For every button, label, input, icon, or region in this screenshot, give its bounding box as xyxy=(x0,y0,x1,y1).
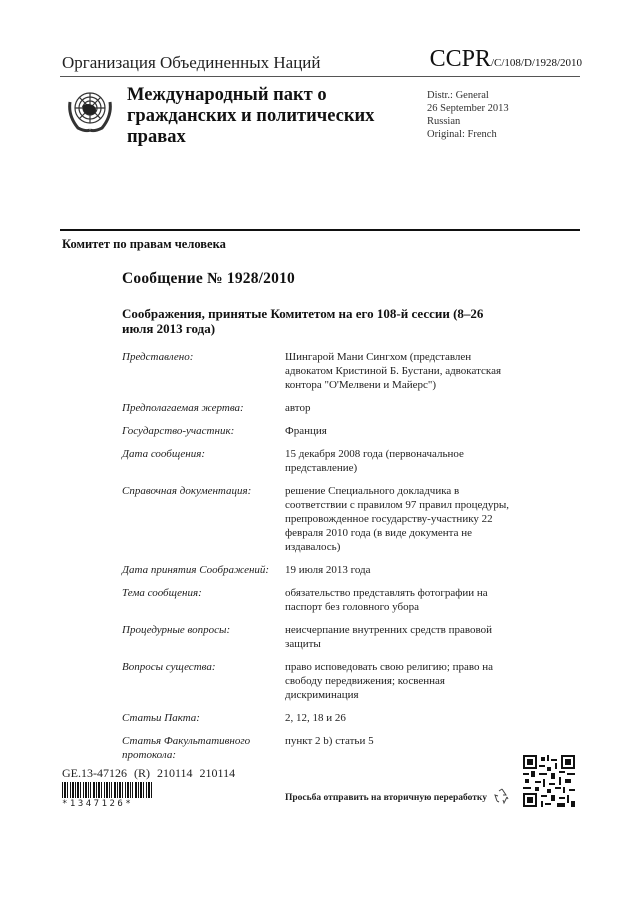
document-title: Международный пакт о гражданских и политических правах xyxy=(127,85,375,147)
detail-label: Статья Факультативного протокола: xyxy=(122,735,251,761)
details-table xyxy=(122,350,522,771)
detail-row xyxy=(122,711,522,725)
distr-original: Original: French xyxy=(427,129,497,140)
distr-type: Distr.: General xyxy=(427,90,489,101)
detail-row xyxy=(122,447,522,475)
detail-value: неисчерпание внутренних средств правовой защиты xyxy=(285,624,492,650)
detail-label: Тема сообщения: xyxy=(122,587,202,599)
barcode-number: *1347126* xyxy=(62,799,134,809)
barcode-icon xyxy=(62,782,152,798)
detail-value: 2, 12, 18 и 26 xyxy=(285,712,346,724)
views-title: Соображения, принятые Комитетом на его 108-й сессии (8–26 июля 2013 года) xyxy=(122,306,484,336)
detail-value: право исповедовать свою религию; право на свободу передвижения; косвенная дискриминация xyxy=(285,661,494,701)
symbol-suffix: /C/108/D/1928/2010 xyxy=(490,57,582,69)
distr-language: Russian xyxy=(427,116,461,127)
detail-label: Дата сообщения: xyxy=(122,448,206,460)
detail-row xyxy=(122,623,522,651)
detail-value: 15 декабря 2008 года (первоначальное представление) xyxy=(285,448,464,474)
document-code: GE.13-47126 (R) 210114 210114 xyxy=(62,766,236,780)
detail-value: Франция xyxy=(285,425,327,437)
detail-label: Дата принятия Соображений: xyxy=(122,564,270,576)
detail-label: Представлено: xyxy=(122,351,194,363)
detail-row xyxy=(122,734,522,762)
detail-label: Государство-участник: xyxy=(122,425,235,437)
detail-row xyxy=(122,660,522,702)
detail-row xyxy=(122,401,522,415)
detail-label: Статьи Пакта: xyxy=(122,712,200,724)
detail-row xyxy=(122,586,522,614)
detail-value: 19 июля 2013 года xyxy=(285,564,371,576)
detail-value: обязательство представлять фотографии на паспорт без головного убора xyxy=(285,587,488,613)
detail-row xyxy=(122,563,522,577)
detail-label: Вопросы существа: xyxy=(122,661,216,673)
detail-value: Шингарой Мани Сингхом (представлен адвокатом Кристиной Б. Бустани, адвокатская контора "О'Мелвени и Майерс") xyxy=(285,351,502,391)
detail-value: автор xyxy=(285,402,311,414)
un-emblem-icon xyxy=(64,84,116,136)
recycle-icon xyxy=(493,787,511,805)
detail-value: решение Специального докладчика в соответствии с правилом 97 правил процедуры, препровожденное государству-участнику 22 февраля 2010 года (в виде документа не издавалось) xyxy=(285,485,509,553)
symbol-main: CCPR xyxy=(429,46,491,72)
section-rule xyxy=(60,229,580,231)
committee-name: Комитет по правам человека xyxy=(62,237,226,251)
distr-date: 26 September 2013 xyxy=(427,103,509,114)
organization-name: Организация Объединенных Наций xyxy=(62,53,321,72)
detail-label: Процедурные вопросы: xyxy=(122,624,231,636)
detail-label: Справочная документация: xyxy=(122,485,252,497)
document-symbol xyxy=(430,46,582,73)
distribution-info xyxy=(427,89,509,141)
communication-number: Сообщение № 1928/2010 xyxy=(122,270,295,287)
detail-row xyxy=(122,350,522,392)
header-rule xyxy=(60,76,580,77)
recycle-notice: Просьба отправить на вторичную переработку xyxy=(285,793,487,803)
detail-label: Предполагаемая жертва: xyxy=(122,402,244,414)
detail-row xyxy=(122,424,522,438)
detail-row xyxy=(122,484,522,554)
qr-code-icon xyxy=(523,755,575,807)
detail-value: пункт 2 b) статьи 5 xyxy=(285,735,374,747)
